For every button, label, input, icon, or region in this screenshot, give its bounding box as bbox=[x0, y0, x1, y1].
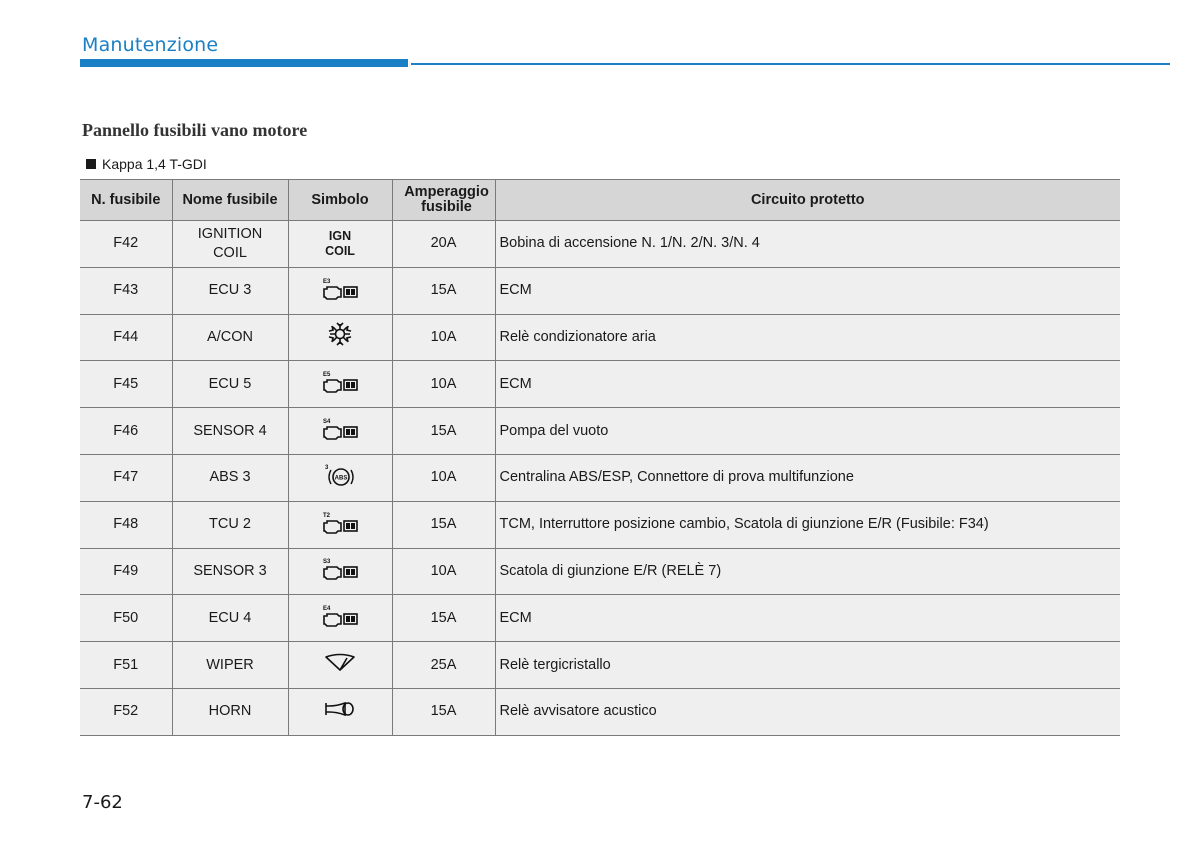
fuse-circuit-cell bbox=[495, 221, 1120, 268]
fuse-circuit-cell bbox=[495, 267, 1120, 314]
fuse-amperage-cell-text: 10A bbox=[430, 375, 457, 392]
header-accent-bar bbox=[80, 59, 408, 67]
table-row bbox=[80, 548, 1120, 595]
svg-text:E5: E5 bbox=[323, 372, 331, 379]
svg-text:T2: T2 bbox=[323, 512, 331, 519]
svg-text:S4: S4 bbox=[323, 419, 331, 426]
fuse-amperage-cell-text: 15A bbox=[430, 609, 457, 626]
fuse-number-cell-text: F47 bbox=[113, 469, 139, 486]
fuse-table-body bbox=[80, 221, 1120, 736]
fuse-name-cell bbox=[172, 688, 288, 735]
fuse-circuit-cell-text: TCM, Interruttore posizione cambio, Scatola di giunzione E/R (Fusibile: F34) bbox=[499, 516, 989, 533]
fuse-amperage-cell bbox=[392, 454, 495, 501]
fuse-name-cell bbox=[172, 595, 288, 642]
fuse-amperage-cell-text: 10A bbox=[430, 562, 457, 579]
subsection-text: Kappa 1,4 T-GDI bbox=[102, 156, 207, 172]
fuse-amperage-cell bbox=[392, 688, 495, 735]
fuse-amperage-cell-text: 25A bbox=[430, 656, 457, 673]
table-row bbox=[80, 361, 1120, 408]
fuse-symbol-cell bbox=[288, 688, 392, 735]
svg-text:E3: E3 bbox=[323, 278, 331, 285]
fuse-symbol-cell bbox=[288, 642, 392, 689]
fuse-name-cell bbox=[172, 221, 288, 268]
fuse-name-cell bbox=[172, 267, 288, 314]
header-amperage bbox=[392, 180, 495, 221]
table-row bbox=[80, 267, 1120, 314]
fuse-symbol-cell bbox=[288, 221, 392, 268]
svg-text:S3: S3 bbox=[323, 559, 331, 566]
fuse-circuit-cell-text: ECM bbox=[499, 609, 532, 626]
fuse-number-cell-text: F43 bbox=[113, 282, 139, 299]
fuse-amperage-cell bbox=[392, 595, 495, 642]
fuse-amperage-cell-text: 10A bbox=[430, 328, 457, 345]
fuse-amperage-cell bbox=[392, 501, 495, 548]
fuse-circuit-cell-text: Scatola di giunzione E/R (RELÈ 7) bbox=[499, 562, 722, 579]
fuse-number-cell bbox=[80, 454, 172, 501]
fuse-number-cell-text: F42 bbox=[113, 235, 139, 252]
fuse-amperage-cell-text: 20A bbox=[430, 235, 457, 252]
fuse-name-cell bbox=[172, 548, 288, 595]
fuse-number-cell bbox=[80, 501, 172, 548]
header-fuse-number: N. fusibile bbox=[80, 180, 172, 221]
fuse-number-cell bbox=[80, 408, 172, 455]
fuse-number-cell-text: F52 bbox=[113, 703, 139, 720]
fuse-symbol-cell bbox=[288, 595, 392, 642]
header-fuse-name: Nome fusibile bbox=[172, 180, 288, 221]
fuse-amperage-cell-text: 15A bbox=[430, 422, 457, 439]
fuse-name-cell-text: ECU 4 bbox=[208, 609, 252, 626]
fuse-amperage-cell-text: 15A bbox=[430, 516, 457, 533]
snowflake-icon bbox=[327, 321, 353, 353]
fuse-name-cell-text: TCU 2 bbox=[209, 516, 251, 533]
table-header-row bbox=[80, 180, 1120, 221]
fuse-circuit-cell bbox=[495, 688, 1120, 735]
ign-coil-text: IGN COIL bbox=[325, 228, 355, 258]
table-row bbox=[80, 408, 1120, 455]
fuse-amperage-cell bbox=[392, 314, 495, 361]
fuse-number-cell bbox=[80, 548, 172, 595]
fuse-circuit-cell bbox=[495, 595, 1120, 642]
fuse-circuit-cell-text: ECM bbox=[499, 375, 532, 392]
fuse-number-cell-text: F48 bbox=[113, 516, 139, 533]
fuse-number-cell bbox=[80, 642, 172, 689]
fuse-number-cell bbox=[80, 267, 172, 314]
fuse-circuit-cell bbox=[495, 501, 1120, 548]
fuse-symbol-cell bbox=[288, 454, 392, 501]
fuse-circuit-cell-text: Relè condizionatore aria bbox=[499, 328, 656, 345]
fuse-name-cell-text: IGNITION COIL bbox=[197, 225, 263, 261]
fuse-name-cell-text: ECU 3 bbox=[208, 282, 252, 299]
table-row bbox=[80, 314, 1120, 361]
fuse-name-cell bbox=[172, 642, 288, 689]
fuse-name-cell bbox=[172, 501, 288, 548]
fuse-name-cell-text: SENSOR 3 bbox=[193, 562, 267, 579]
engine-ecu-icon bbox=[319, 275, 361, 307]
table-row bbox=[80, 688, 1120, 735]
fuse-name-cell-text: ABS 3 bbox=[209, 469, 251, 486]
fuse-name-cell-text: HORN bbox=[208, 703, 252, 720]
fuse-name-cell-text: WIPER bbox=[206, 656, 254, 673]
fuse-circuit-cell-text: Relè avvisatore acustico bbox=[499, 703, 657, 720]
fuse-name-cell-text: SENSOR 4 bbox=[193, 422, 267, 439]
fuse-number-cell bbox=[80, 221, 172, 268]
svg-text:ABS: ABS bbox=[334, 475, 348, 482]
fuse-amperage-cell-text: 15A bbox=[430, 703, 457, 720]
section-title: Pannello fusibili vano motore bbox=[82, 120, 308, 140]
table-row bbox=[80, 595, 1120, 642]
engine-ecu-icon bbox=[319, 415, 361, 447]
fuse-number-cell-text: F51 bbox=[113, 656, 139, 673]
fuse-circuit-cell bbox=[495, 314, 1120, 361]
fuse-symbol-cell bbox=[288, 501, 392, 548]
fuse-circuit-cell-text: Pompa del vuoto bbox=[499, 422, 609, 439]
chapter-title: Manutenzione bbox=[82, 34, 219, 56]
fuse-circuit-cell-text: Relè tergicristallo bbox=[499, 656, 611, 673]
engine-ecu-icon bbox=[319, 368, 361, 400]
header-circuit: Circuito protetto bbox=[495, 180, 1120, 221]
fuse-symbol-cell bbox=[288, 408, 392, 455]
fuse-amperage-cell bbox=[392, 408, 495, 455]
fuse-number-cell-text: F50 bbox=[113, 609, 139, 626]
fuse-number-cell-text: F49 bbox=[113, 562, 139, 579]
fuse-symbol-cell bbox=[288, 361, 392, 408]
engine-ecu-icon bbox=[319, 555, 361, 587]
svg-text:3: 3 bbox=[325, 464, 329, 471]
fuse-circuit-cell bbox=[495, 361, 1120, 408]
header-amperage-text: Amperaggio fusibile bbox=[404, 184, 489, 215]
wiper-icon bbox=[323, 651, 357, 679]
table-row bbox=[80, 501, 1120, 548]
horn-icon bbox=[323, 698, 357, 726]
fuse-name-cell bbox=[172, 408, 288, 455]
fuse-circuit-cell bbox=[495, 548, 1120, 595]
fuse-number-cell-text: F44 bbox=[113, 328, 139, 345]
fuse-name-cell-text: ECU 5 bbox=[208, 375, 252, 392]
fuse-name-cell bbox=[172, 454, 288, 501]
fuse-number-cell-text: F46 bbox=[113, 422, 139, 439]
fuse-circuit-cell bbox=[495, 454, 1120, 501]
fuse-circuit-cell-text: ECM bbox=[499, 282, 532, 299]
page-number: 7-62 bbox=[82, 792, 123, 813]
fuse-amperage-cell bbox=[392, 361, 495, 408]
table-row bbox=[80, 221, 1120, 268]
fuse-symbol-cell bbox=[288, 267, 392, 314]
fuse-circuit-cell-text: Centralina ABS/ESP, Connettore di prova multifunzione bbox=[499, 469, 854, 486]
fuse-amperage-cell bbox=[392, 642, 495, 689]
table-row bbox=[80, 642, 1120, 689]
fuse-amperage-cell-text: 15A bbox=[430, 282, 457, 299]
table-row bbox=[80, 454, 1120, 501]
fuse-amperage-cell bbox=[392, 267, 495, 314]
abs-icon bbox=[322, 462, 358, 494]
fuse-number-cell bbox=[80, 361, 172, 408]
svg-text:E4: E4 bbox=[323, 606, 331, 613]
fuse-number-cell-text: F45 bbox=[113, 375, 139, 392]
square-bullet-icon bbox=[86, 159, 96, 169]
fuse-amperage-cell bbox=[392, 221, 495, 268]
engine-ecu-icon bbox=[319, 602, 361, 634]
fuse-name-cell-text: A/CON bbox=[207, 328, 253, 345]
subsection-label bbox=[86, 156, 207, 172]
fuse-circuit-cell bbox=[495, 408, 1120, 455]
fuse-symbol-cell bbox=[288, 314, 392, 361]
fuse-table bbox=[80, 179, 1120, 736]
fuse-amperage-cell-text: 10A bbox=[430, 469, 457, 486]
fuse-number-cell bbox=[80, 595, 172, 642]
engine-ecu-icon bbox=[319, 509, 361, 541]
fuse-amperage-cell bbox=[392, 548, 495, 595]
fuse-symbol-cell bbox=[288, 548, 392, 595]
header-symbol: Simbolo bbox=[288, 180, 392, 221]
fuse-name-cell bbox=[172, 361, 288, 408]
header-rule bbox=[411, 63, 1170, 65]
fuse-circuit-cell-text: Bobina di accensione N. 1/N. 2/N. 3/N. 4 bbox=[499, 235, 760, 252]
fuse-name-cell bbox=[172, 314, 288, 361]
fuse-number-cell bbox=[80, 314, 172, 361]
fuse-number-cell bbox=[80, 688, 172, 735]
fuse-circuit-cell bbox=[495, 642, 1120, 689]
